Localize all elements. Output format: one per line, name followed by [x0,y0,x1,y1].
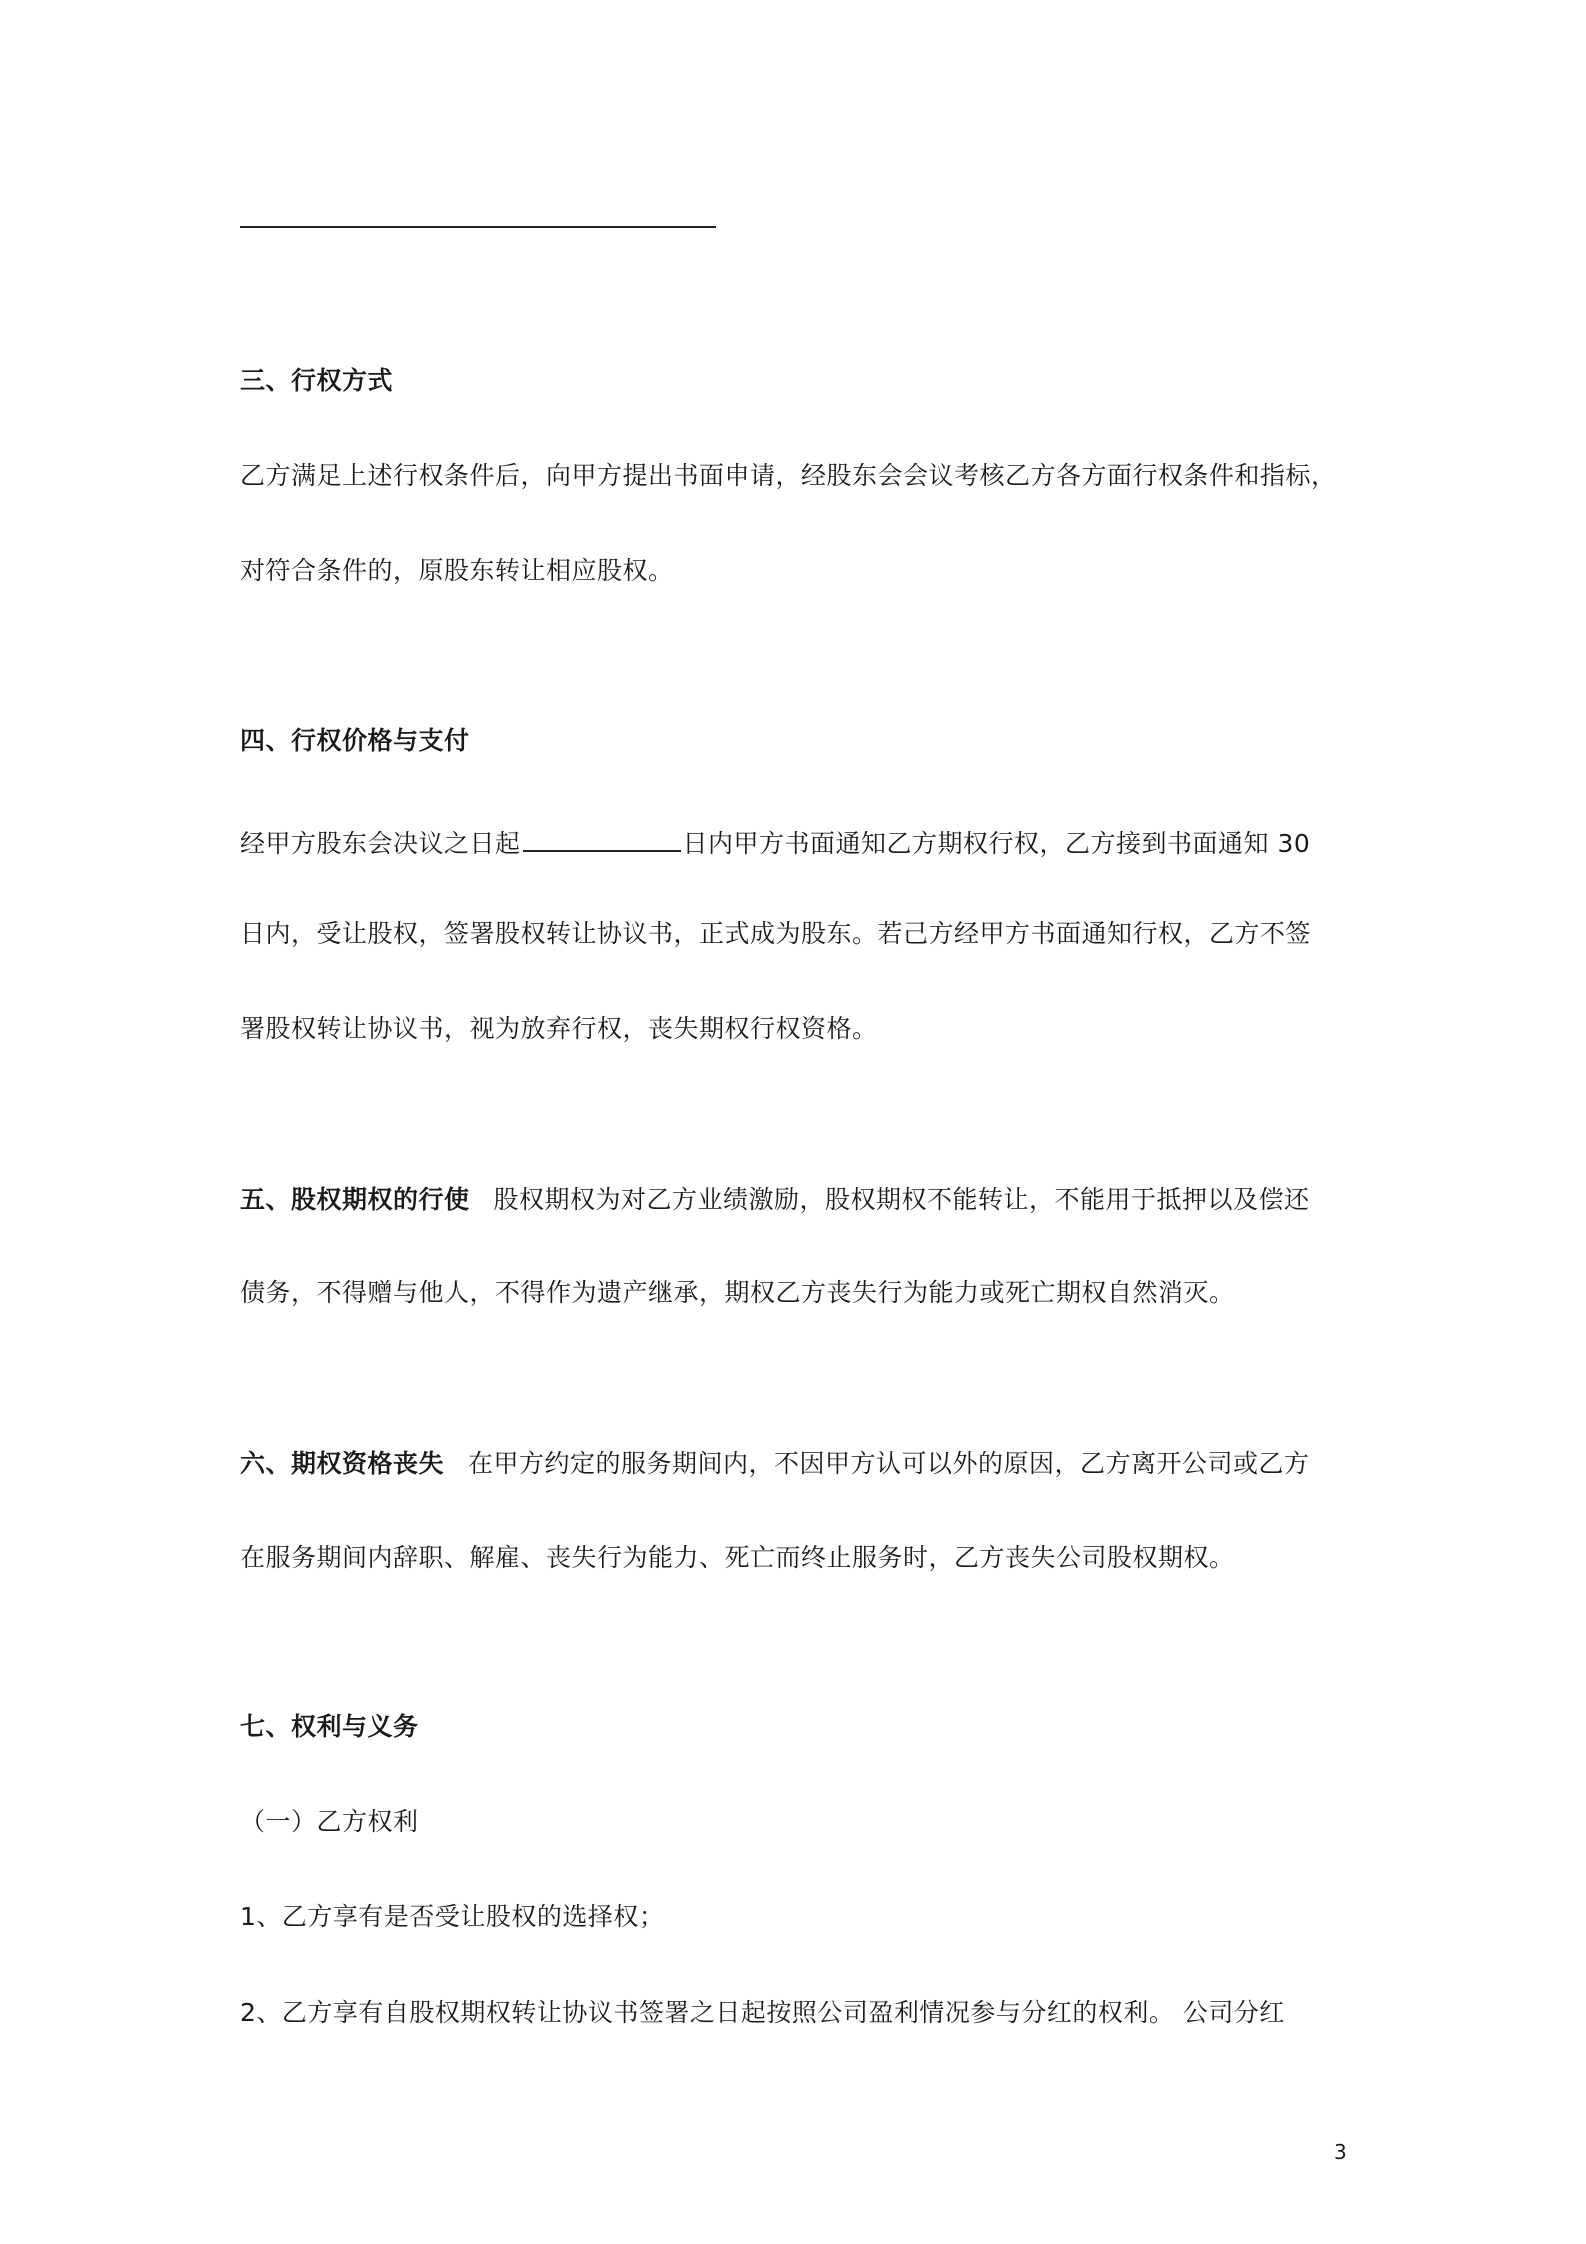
section-7-subheading: （一）乙方权利 [240,1807,419,1836]
section-4-line-2: 日内，受让股权，签署股权转让协议书，正式成为股东。若己方经甲方书面通知行权，乙方不签 [240,919,1312,948]
section-5-line-1 [240,1183,1360,1217]
section-7-item-2: 2、乙方享有自股权期权转让协议书签署之日起按照公司盈利情况参与分红的权利。 公司分红 [240,1998,1285,2027]
section-6-line-1 [240,1447,1360,1481]
section-4-line-1 [240,824,1360,861]
section-7-item-1: 1、乙方享有是否受让股权的选择权； [240,1902,665,1931]
section-6-line-2: 在服务期间内辞职、解雇、丧失行为能力、死亡而终止服务时，乙方丧失公司股权期权。 [240,1543,1235,1572]
section-4-line-3: 署股权转让协议书，视为放弃行权，丧失期权行权资格。 [240,1014,878,1043]
section-3-line-2: 对符合条件的，原股东转让相应股权。 [240,556,674,585]
page-number: 3 [1334,2140,1347,2164]
section-5-line-2: 债务，不得赠与他人，不得作为遗产继承，期权乙方丧失行为能力或死亡期权自然消灭。 [240,1278,1235,1307]
section-6-text: 在甲方约定的服务期间内，不因甲方认可以外的原因，乙方离开公司或乙方 [468,1449,1310,1478]
section-6-heading: 六、期权资格丧失 [240,1449,445,1478]
signature-rule [240,226,716,228]
fill-in-blank [523,824,681,852]
section-5-text: 股权期权为对乙方业绩激励，股权期权不能转让，不能用于抵押以及偿还 [493,1185,1310,1214]
section-4-text-after-blank: 日内甲方书面通知乙方期权行权，乙方接到书面通知 30 [682,829,1311,858]
section-3-heading: 三、行权方式 [240,366,394,395]
section-3-line-1: 乙方满足上述行权条件后，向甲方提出书面申请，经股东会会议考核乙方各方面行权条件和指标， [240,461,1337,490]
section-4-text-before-blank: 经甲方股东会决议之日起 [240,829,521,858]
section-7-heading: 七、权利与义务 [240,1712,419,1741]
section-4-heading: 四、行权价格与支付 [240,726,470,755]
section-5-heading: 五、股权期权的行使 [240,1185,470,1214]
